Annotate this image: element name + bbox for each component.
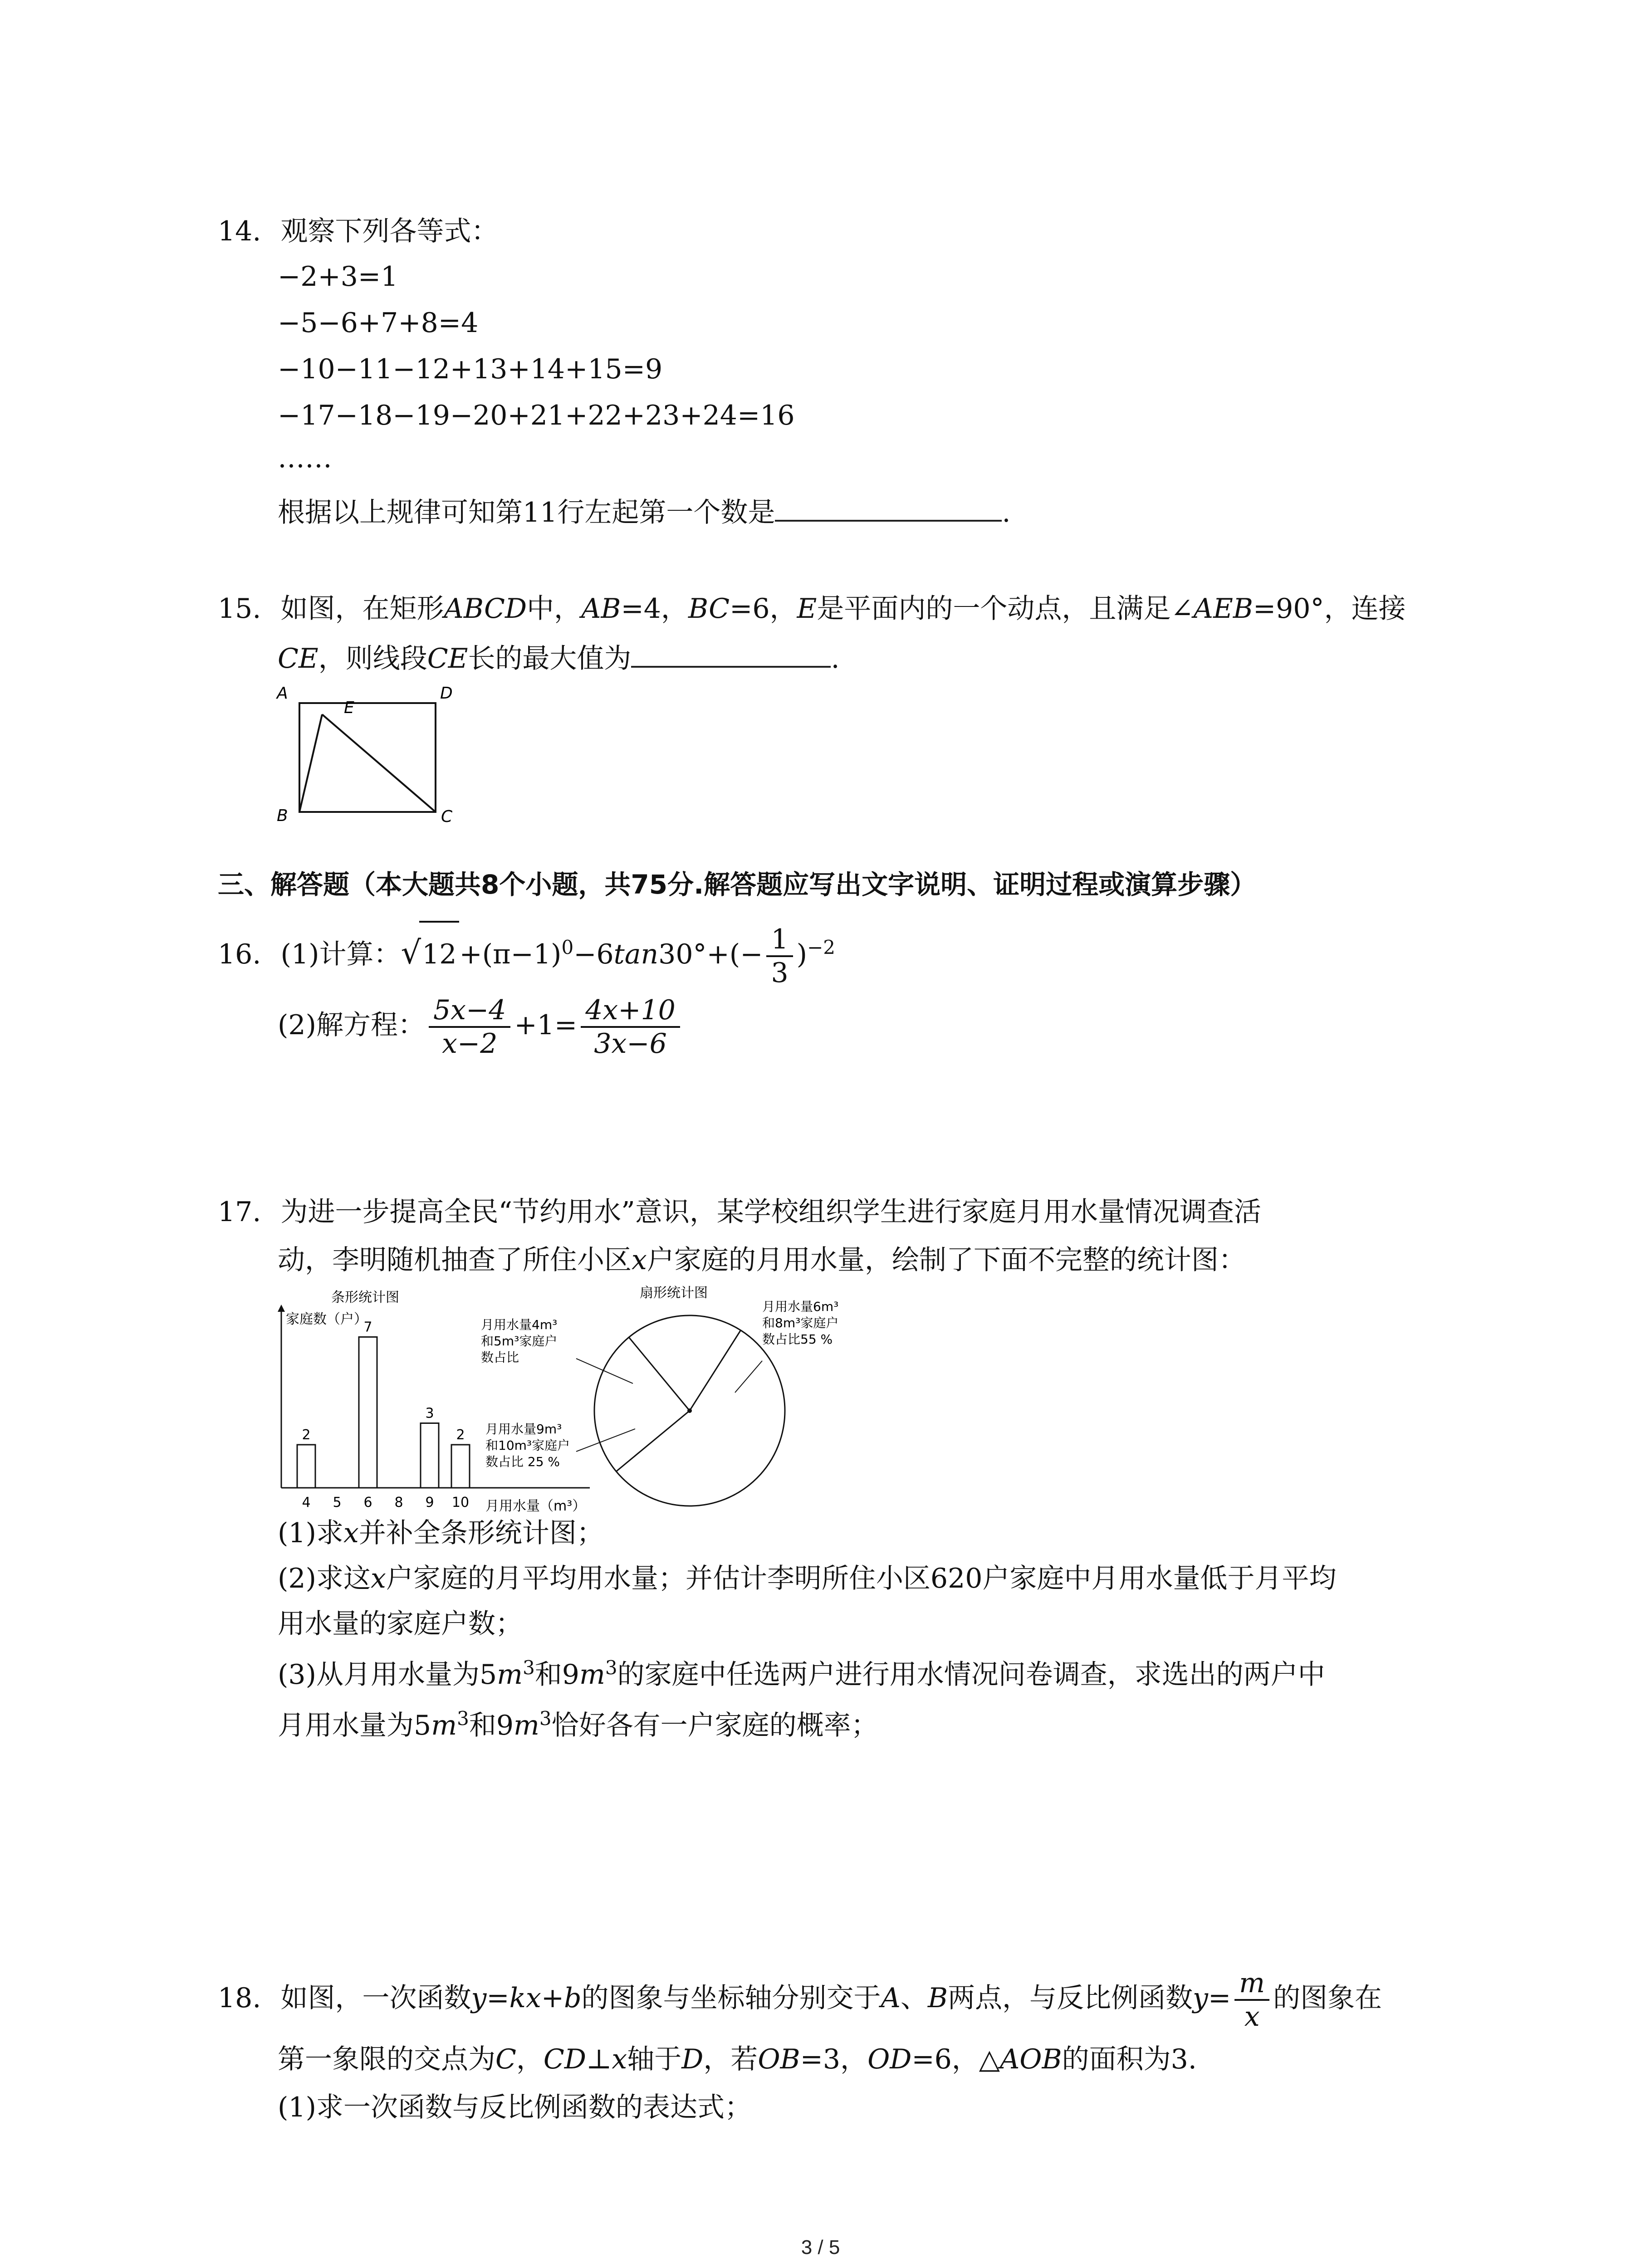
q17-p3l2-b: 和9 [469,1710,514,1741]
q15-label-c: C [441,807,453,826]
pie-label-line-1: 月用水量9m³ [485,1422,562,1437]
q17-p3-e1: 3 [523,1657,535,1679]
q17-part-3 [278,1657,1325,1693]
bar-tick-label: 8 [394,1495,403,1510]
q18-l1-e: 的图象在 [1273,1982,1382,2014]
q18-point-a: A [881,1982,901,2014]
q15-text-i: 长的最大值为 [468,643,632,675]
q18-l2-a: 第一象限的交点为 [278,2043,495,2075]
pie-center [687,1408,692,1413]
bar [421,1423,439,1488]
q17-p2-b: 户家庭的月平均用水量；并估计李明所住小区620户家庭中月用水量低于月平均 [386,1563,1337,1594]
q15-line-1 [218,591,1406,627]
q18-point-c: C [495,2043,516,2075]
q18-point-b: B [927,1982,948,2014]
q18-l1-d: 两点，与反比例函数 [947,1982,1193,2014]
q15-answer-blank[interactable] [631,640,831,668]
q15-bc: BC [688,593,730,625]
q14-equation-2: −5−6+7+8=4 [278,307,479,339]
q15-aeb: AEB [1193,593,1253,625]
q16-p2-label: (2)解方程： [278,1009,425,1041]
pie-label-line-2: 和8m³家庭户 [762,1315,839,1330]
q14-equation-1: −2+3=1 [278,261,398,293]
q16-sqrt-radicand: 12 [419,921,459,986]
q15-suffix: . [831,643,840,675]
q16-p1-b: −6 [573,938,614,970]
q17-line-1 [218,1194,1261,1230]
pie-label-line-3: 数占比 25 % [485,1454,560,1469]
bar [297,1445,315,1488]
q15-text-a: 如图，在矩形 [280,593,444,625]
bar-y-axis-arrow [278,1305,285,1312]
q16-part-2 [278,989,684,1061]
q16-p1-label: (1)计算： [280,938,401,970]
bar-tick-label: 5 [333,1495,342,1510]
pie-label-line-3: 数占比 [481,1350,519,1365]
q15-text-g: =90°，连接 [1253,593,1406,625]
pie-leader-line [735,1361,762,1393]
bar-x-axis-label: 月用水量（m³） [485,1498,586,1514]
q17-text-2b: 户家庭的月用水量，绘制了下面不完整的统计图： [647,1244,1246,1276]
bar-value-label: 2 [302,1427,311,1443]
q15-ce-2: CE [427,643,468,675]
q17-part-2-line-2: 用水量的家庭户数； [278,1608,523,1640]
q14-question-line [278,494,1010,531]
bar-y-axis-label: 家庭数（户） [286,1311,367,1327]
q18-number: 18. [218,1982,261,2014]
q15-line-2 [278,640,840,677]
q16-left-den: x−2 [442,1028,498,1060]
q14-equation-4: −17−18−19−20+21+22+23+24=16 [278,400,795,431]
q18-l1-b: 的图象与坐标轴分别交于 [581,1982,881,2014]
q15-label-b: B [277,807,288,825]
q18-l2-g: =6，△ [911,2043,1000,2075]
q15-text-d: =6， [730,593,797,625]
q17-p3-m2: m [579,1659,605,1691]
bar-tick-label: 10 [451,1495,470,1510]
q15-e: E [797,593,817,625]
pie-label-line-1: 月用水量4m³ [481,1317,558,1332]
q14-question: 根据以上规律可知第11行左起第一个数是 [278,497,775,528]
q16-tan: tan [613,938,659,970]
q17-part-3-line-2 [278,1707,878,1744]
pie-slice-boundary [629,1337,690,1411]
q17-p3-a: (3)从月用水量为5 [278,1659,497,1691]
q16-right-fraction [581,994,680,1060]
pie-label-line-2: 和5m³家庭户 [481,1334,558,1349]
q18-od: OD [867,2043,912,2075]
q15-text-f: 是平面内的一个动点，且满足∠ [817,593,1194,625]
q18-part-1: (1)求一次函数与反比例函数的表达式； [278,2092,752,2123]
q15-ce-1: CE [278,643,318,675]
q18-l2-c: ⊥ [586,2043,612,2075]
q16-left-num: 5x−4 [429,994,510,1028]
q15-abcd: ABCD [444,593,527,625]
q17-p3l2-m2: m [514,1710,539,1741]
q16-number: 16. [218,938,261,970]
q18-l2-d: 轴于 [627,2043,682,2075]
q18-linear-eq: y=kx+b [471,1982,582,2014]
bar-value-label: 3 [425,1405,434,1422]
q15-segment-be [299,714,322,812]
q17-p3l2-m1: m [431,1710,457,1741]
q14-equation-3: −10−11−12+13+14+15=9 [278,353,663,385]
q16-p1-exp0: 0 [561,936,574,958]
q14-number: 14. [218,215,261,247]
q16-p1-a: +(π−1) [459,938,562,970]
q16-part-1 [218,921,836,989]
q14-ellipsis: …… [278,442,332,474]
q16-p1-d: ) [796,938,808,970]
q17-p3l2-e1: 3 [457,1707,469,1730]
q15-label-d: D [440,684,453,703]
q18-fraction-m-over-x [1234,1967,1269,2033]
q17-p1-x: x [343,1517,359,1549]
q18-line-2 [278,2041,1197,2077]
q17-p3-b: 和9 [534,1659,579,1691]
q17-p3-c: 的家庭中任选两户进行用水情况问卷调查，求选出的两户中 [617,1659,1325,1691]
q18-point-d: D [681,2043,704,2075]
q17-line-2 [278,1242,1246,1278]
q14-question-suffix: . [1002,497,1011,528]
q18-l2-b: ， [516,2043,544,2075]
q17-text-1: 为进一步提高全民“节约用水”意识，某学校组织学生进行家庭月用水量情况调查活 [280,1196,1261,1228]
q14-answer-blank[interactable] [775,494,1002,522]
q15-label-a: A [277,684,288,703]
q15-number: 15. [218,593,261,625]
q18-l2-e: ，若 [703,2043,758,2075]
q18-l2-f: =3， [800,2043,868,2075]
q16-right-num: 4x+10 [581,994,680,1028]
pie-leader-line [576,1359,633,1383]
q18-aob: AOB [999,2043,1062,2075]
q17-text-2a: 动，李明随机抽查了所住小区 [278,1244,632,1276]
q15-rect-abcd [299,703,436,812]
bar-tick-label: 4 [302,1495,311,1510]
bar-value-label: 7 [363,1319,372,1335]
q17-p2-x: x [371,1563,386,1594]
q18-line-1 [218,1964,1382,2032]
pie-leader-line [576,1429,635,1452]
q17-p2-a: (2)求这 [278,1563,371,1594]
q16-fraction-one-third [766,924,793,989]
q17-p3-e2: 3 [605,1657,617,1679]
pie-chart [472,1279,880,1520]
bar-value-label: 2 [456,1427,465,1443]
q15-segment-ec [322,714,436,812]
q18-ob: OB [758,2043,800,2075]
q18-l2-h: 的面积为3. [1062,2043,1197,2075]
pie-chart-title: 扇形统计图 [640,1285,708,1301]
pie-slice-boundary [616,1411,690,1471]
q17-p1-b: 并补全条形统计图； [358,1517,604,1549]
q18-cd: CD [543,2043,586,2075]
q18-x: x [612,2043,627,2075]
q17-x: x [632,1244,647,1276]
q15-label-e: E [344,699,354,717]
q16-right-den: 3x−6 [594,1028,667,1060]
q18-frac-den: x [1244,2001,1260,2033]
q18-y-eq: y= [1192,1982,1231,2014]
q18-l1-c: 、 [900,1982,928,2014]
q16-p1-exp: −2 [807,936,836,958]
pie-label-line-2: 和10m³家庭户 [485,1438,570,1453]
q17-p1-a: (1)求 [278,1517,343,1549]
bar-tick-label: 9 [425,1495,434,1510]
q16-frac-num: 1 [766,924,793,957]
q14-stem-line [218,213,499,249]
bar-tick-label: 6 [363,1495,372,1510]
radical-sign: √ [401,934,421,971]
bar [359,1337,377,1488]
q16-left-fraction [429,994,510,1060]
q17-p3l2-e2: 3 [539,1707,552,1730]
q17-p3-m1: m [497,1659,523,1691]
q17-part-2 [278,1560,1336,1597]
pie-slice-boundary [690,1330,741,1411]
q16-p2-mid: +1= [514,1009,578,1041]
q16-p1-c: 30°+(− [658,938,763,970]
q15-rectangle-figure [268,680,476,826]
bar-chart-title: 条形统计图 [331,1290,399,1305]
q18-frac-num: m [1234,1967,1269,2001]
q14-stem: 观察下列各等式： [280,215,499,247]
q17-p3l2-c: 恰好各有一户家庭的概率； [551,1710,878,1741]
section-3-title: 三、解答题（本大题共8个小题，共75分.解答题应写出文字说明、证明过程或演算步骤） [218,869,1257,900]
pie-label-line-3: 数占比55 % [762,1332,833,1347]
page-number: 3 / 5 [801,2236,840,2258]
pie-label-line-1: 月用水量6m³ [762,1299,839,1314]
q15-text-h: ，则线段 [318,643,427,675]
q15-text-c: =4， [621,593,688,625]
q17-part-1 [278,1515,604,1551]
q15-text-b: 中， [527,593,582,625]
q17-number: 17. [218,1196,261,1228]
bar [451,1445,470,1488]
q17-p3l2-a: 月用水量为5 [278,1710,431,1741]
q18-l1-a: 如图，一次函数 [280,1982,471,2014]
q15-ab: AB [581,593,621,625]
q16-frac-den: 3 [771,957,789,989]
